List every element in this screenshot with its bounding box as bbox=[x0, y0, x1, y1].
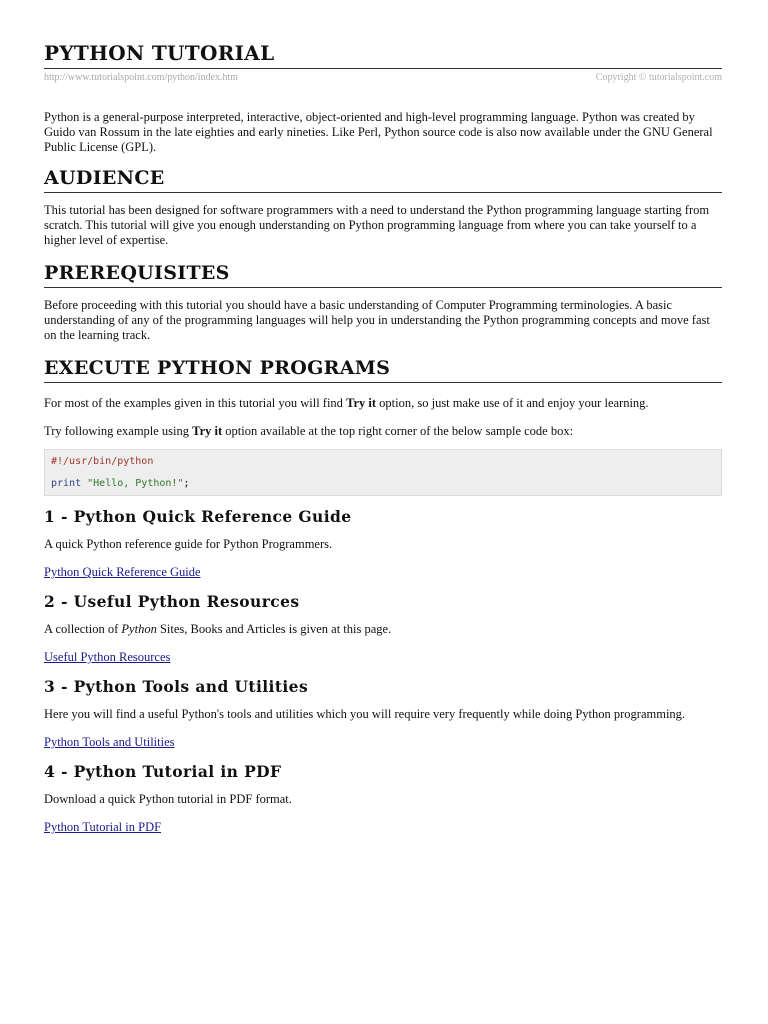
execute-paragraph-2 bbox=[44, 424, 722, 439]
page-title: PYTHON TUTORIAL bbox=[44, 40, 722, 69]
document-content bbox=[44, 40, 722, 835]
execute-p2-text: Try following example using bbox=[44, 424, 193, 438]
section-2-description bbox=[44, 622, 722, 637]
code-keyword: print bbox=[51, 478, 82, 489]
execute-paragraph-1 bbox=[44, 396, 722, 411]
intro-paragraph: Python is a general-purpose interpreted, interactive, object-oriented and high-level programming language. Python was created by Guido van Rossum in the late eighties and early nineties. Like Perl, Python source code is also now available under the GNU General Public License (GPL). bbox=[44, 110, 713, 154]
tutorial-pdf-link[interactable]: Python Tutorial in PDF bbox=[44, 820, 162, 834]
section-1-description: A quick Python reference guide for Python Programmers. bbox=[44, 537, 333, 551]
execute-p1-text: For most of the examples given in this tutorial you will find bbox=[44, 396, 347, 410]
section-3-link-wrap bbox=[44, 735, 722, 750]
useful-resources-link[interactable]: Useful Python Resources bbox=[44, 650, 171, 664]
try-it-label: Try it bbox=[192, 424, 223, 438]
section-2-desc-text-end: Sites, Books and Articles is given at this page. bbox=[156, 622, 392, 636]
tools-utilities-link[interactable]: Python Tools and Utilities bbox=[44, 735, 175, 749]
page-meta bbox=[44, 72, 722, 83]
copyright-notice: Copyright © tutorialspoint.com bbox=[595, 72, 722, 83]
section-1-heading: 1 - Python Quick Reference Guide bbox=[44, 507, 352, 526]
audience-text: This tutorial has been designed for software programmers with a need to understand the Python programming language starting from scratch. This tutorial will give you enough understanding on Python programming language from where you can take yourself to a higher level of expertise. bbox=[44, 203, 710, 247]
section-3-description: Here you will find a useful Python's tools and utilities which you will require very frequently while doing Python programming. bbox=[44, 707, 686, 721]
code-print-line bbox=[51, 478, 715, 490]
code-semicolon: ; bbox=[183, 478, 190, 489]
code-shebang-line: #!/usr/bin/python bbox=[51, 456, 154, 467]
code-string: "Hello, Python!" bbox=[87, 478, 184, 489]
code-sample-box bbox=[44, 449, 722, 496]
execute-p2-text-end: option available at the top right corner of the below sample code box: bbox=[222, 424, 574, 438]
prerequisites-heading: PREREQUISITES bbox=[44, 261, 722, 288]
section-2-link-wrap bbox=[44, 650, 722, 665]
section-4-heading: 4 - Python Tutorial in PDF bbox=[44, 762, 282, 781]
section-3-heading: 3 - Python Tools and Utilities bbox=[44, 677, 309, 696]
section-2-desc-text: A collection of bbox=[44, 622, 122, 636]
execute-heading: EXECUTE PYTHON PROGRAMS bbox=[44, 356, 722, 383]
section-2-heading: 2 - Useful Python Resources bbox=[44, 592, 300, 611]
audience-heading: AUDIENCE bbox=[44, 166, 722, 193]
source-url: http://www.tutorialspoint.com/python/index.htm bbox=[44, 72, 239, 83]
section-2-desc-italic: Python bbox=[121, 622, 157, 636]
section-1-link-wrap bbox=[44, 565, 722, 580]
prerequisites-text: Before proceeding with this tutorial you should have a basic understanding of Computer Programming terminologies. A basic understanding of any of the programming languages will help you in understanding the Python programming concepts and move fast on the learning track. bbox=[44, 298, 710, 342]
try-it-label: Try it bbox=[346, 396, 377, 410]
section-4-description: Download a quick Python tutorial in PDF format. bbox=[44, 792, 292, 806]
section-4-link-wrap bbox=[44, 820, 722, 835]
quick-reference-guide-link[interactable]: Python Quick Reference Guide bbox=[44, 565, 201, 579]
execute-p1-text-end: option, so just make use of it and enjoy your learning. bbox=[376, 396, 649, 410]
